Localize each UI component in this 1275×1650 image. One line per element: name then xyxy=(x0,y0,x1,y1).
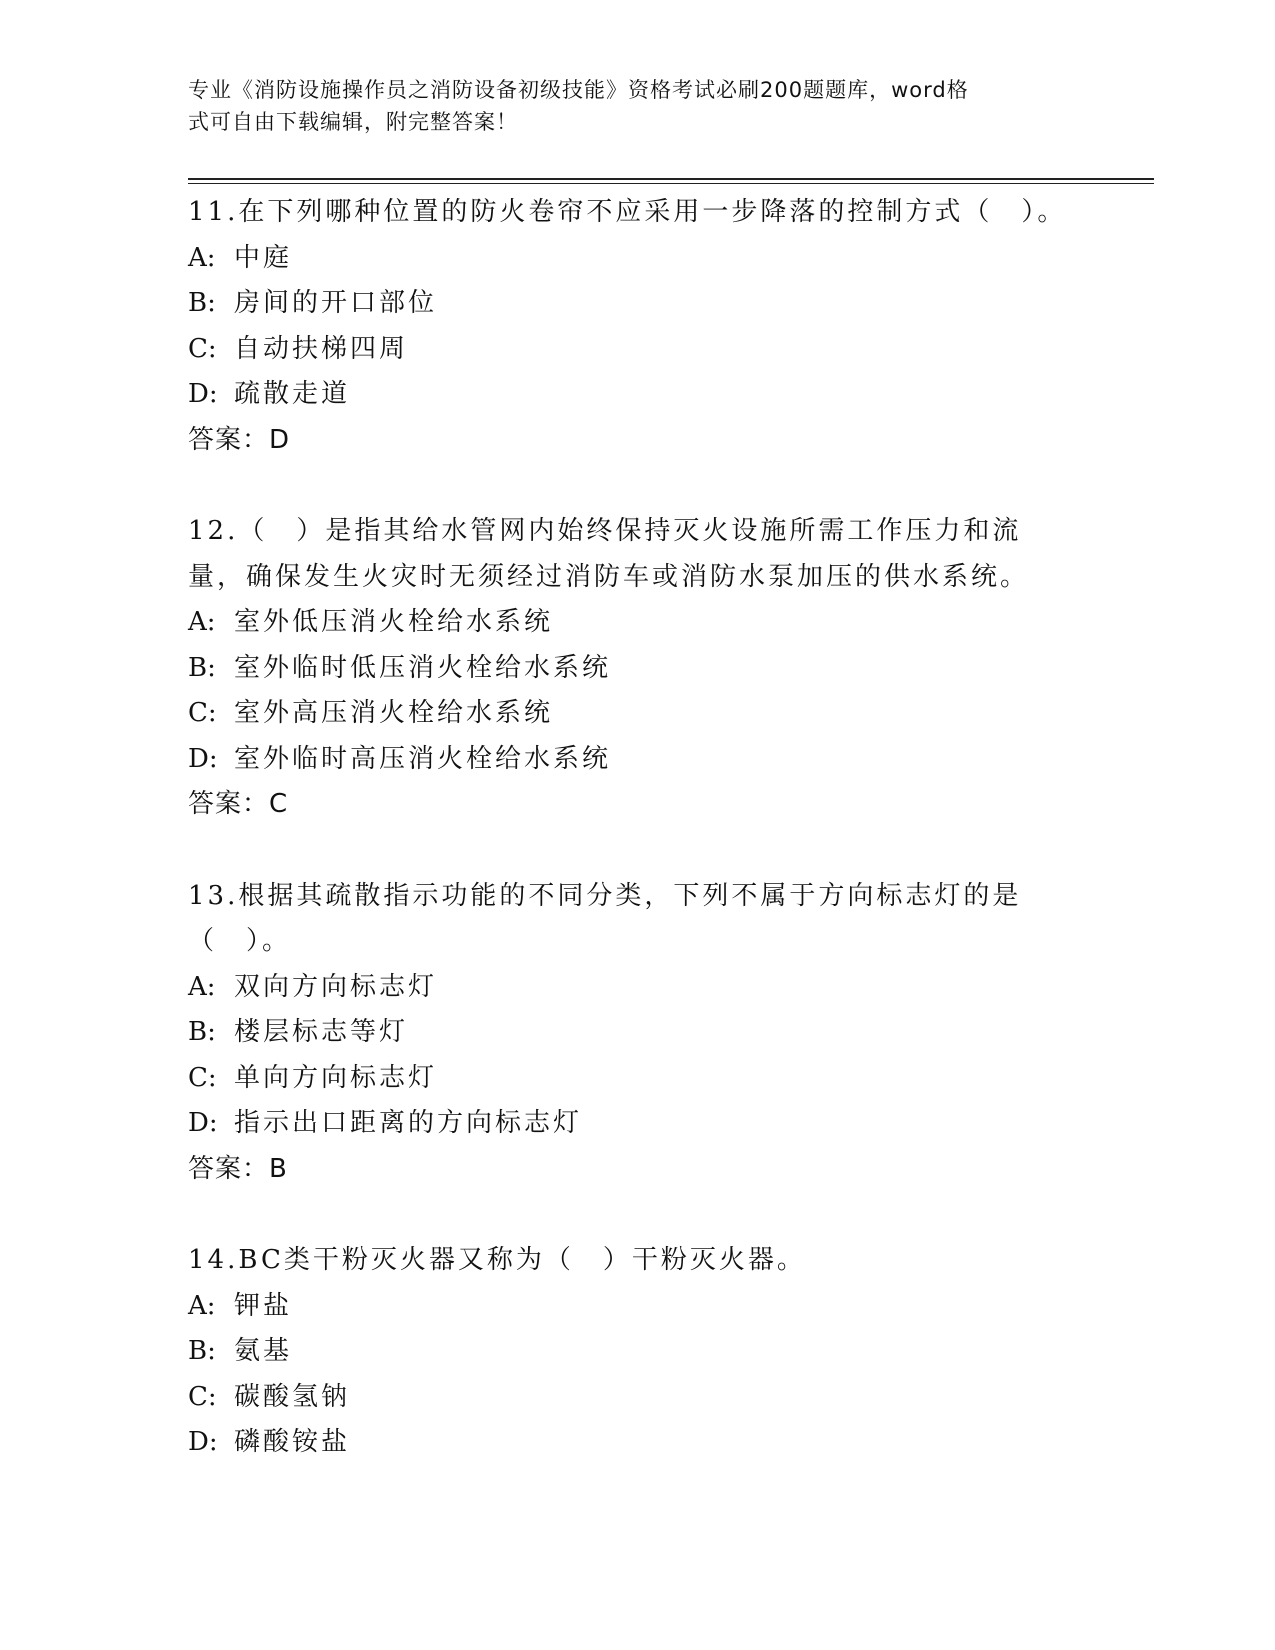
option-letter: B: xyxy=(188,652,216,683)
option-text: 疏散走道 xyxy=(234,379,351,409)
option-text: 指示出口距离的方向标志灯 xyxy=(234,1108,583,1138)
option-text: 房间的开口部位 xyxy=(234,288,438,318)
option-a xyxy=(188,600,1068,646)
option-b xyxy=(188,1010,1068,1056)
header-line-2: 式可自由下载编辑，附完整答案！ xyxy=(188,110,518,134)
option-c xyxy=(188,1375,1068,1421)
option-letter: D: xyxy=(188,1427,218,1457)
answer-line: 答案：C xyxy=(188,789,289,819)
question-stem: 12.（ ）是指其给水管网内始终保持灭火设施所需工作压力和流量，确保发生火灾时无须经过消防车或消防水泵加压的供水系统。 xyxy=(188,516,1030,592)
option-c xyxy=(188,327,1068,373)
option-d xyxy=(188,1101,1068,1147)
option-text: 氨基 xyxy=(234,1336,293,1366)
option-letter: A: xyxy=(188,1290,216,1321)
option-letter: A: xyxy=(188,971,216,1002)
option-letter: D: xyxy=(188,1108,218,1138)
option-letter: C: xyxy=(188,333,217,364)
answer-line: 答案：D xyxy=(188,424,291,455)
option-text: 双向方向标志灯 xyxy=(234,971,438,1002)
option-letter: A: xyxy=(188,607,216,637)
option-letter: C: xyxy=(188,1062,217,1093)
question-list xyxy=(188,190,1068,1512)
question-stem: 13.根据其疏散指示功能的不同分类，下列不属于方向标志灯的是（ ）。 xyxy=(188,880,1022,956)
option-a xyxy=(188,236,1068,282)
question-stem: 14.BC类干粉灭火器又称为（ ）干粉灭火器。 xyxy=(188,1245,806,1275)
option-text: 室外高压消火栓给水系统 xyxy=(234,698,554,728)
question-14 xyxy=(188,1238,1068,1466)
option-text: 中庭 xyxy=(234,242,293,273)
option-d xyxy=(188,372,1068,418)
option-b xyxy=(188,1329,1068,1375)
option-c xyxy=(188,1056,1068,1102)
header-line-1: 专业《消防设施操作员之消防设备初级技能》资格考试必刷200题题库，word格 xyxy=(188,78,969,102)
option-text: 磷酸铵盐 xyxy=(234,1427,351,1457)
option-text: 室外临时高压消火栓给水系统 xyxy=(234,743,612,774)
option-text: 碳酸氢钠 xyxy=(234,1381,351,1412)
option-a xyxy=(188,965,1068,1011)
option-a xyxy=(188,1284,1068,1330)
option-letter: B: xyxy=(188,1017,216,1047)
question-13 xyxy=(188,874,1068,1193)
option-text: 钾盐 xyxy=(234,1290,293,1321)
option-c xyxy=(188,691,1068,737)
option-letter: B: xyxy=(188,1336,216,1366)
option-text: 楼层标志等灯 xyxy=(234,1017,409,1047)
option-letter: D: xyxy=(188,379,218,409)
option-letter: C: xyxy=(188,698,217,728)
option-letter: C: xyxy=(188,1381,217,1412)
question-11 xyxy=(188,190,1068,463)
option-letter: A: xyxy=(188,242,216,273)
question-12 xyxy=(188,509,1068,828)
option-b xyxy=(188,281,1068,327)
option-text: 自动扶梯四周 xyxy=(234,333,409,364)
question-stem: 11.在下列哪种位置的防火卷帘不应采用一步降落的控制方式（ ）。 xyxy=(188,197,1067,227)
option-letter: B: xyxy=(188,288,216,318)
option-text: 室外临时低压消火栓给水系统 xyxy=(234,652,612,683)
option-d xyxy=(188,737,1068,783)
option-text: 单向方向标志灯 xyxy=(234,1062,438,1093)
document-header xyxy=(188,74,1068,138)
option-d xyxy=(188,1420,1068,1466)
header-divider xyxy=(188,178,1154,184)
answer-line: 答案：B xyxy=(188,1153,288,1184)
option-b xyxy=(188,646,1068,692)
option-text: 室外低压消火栓给水系统 xyxy=(234,607,554,637)
option-letter: D: xyxy=(188,743,218,774)
